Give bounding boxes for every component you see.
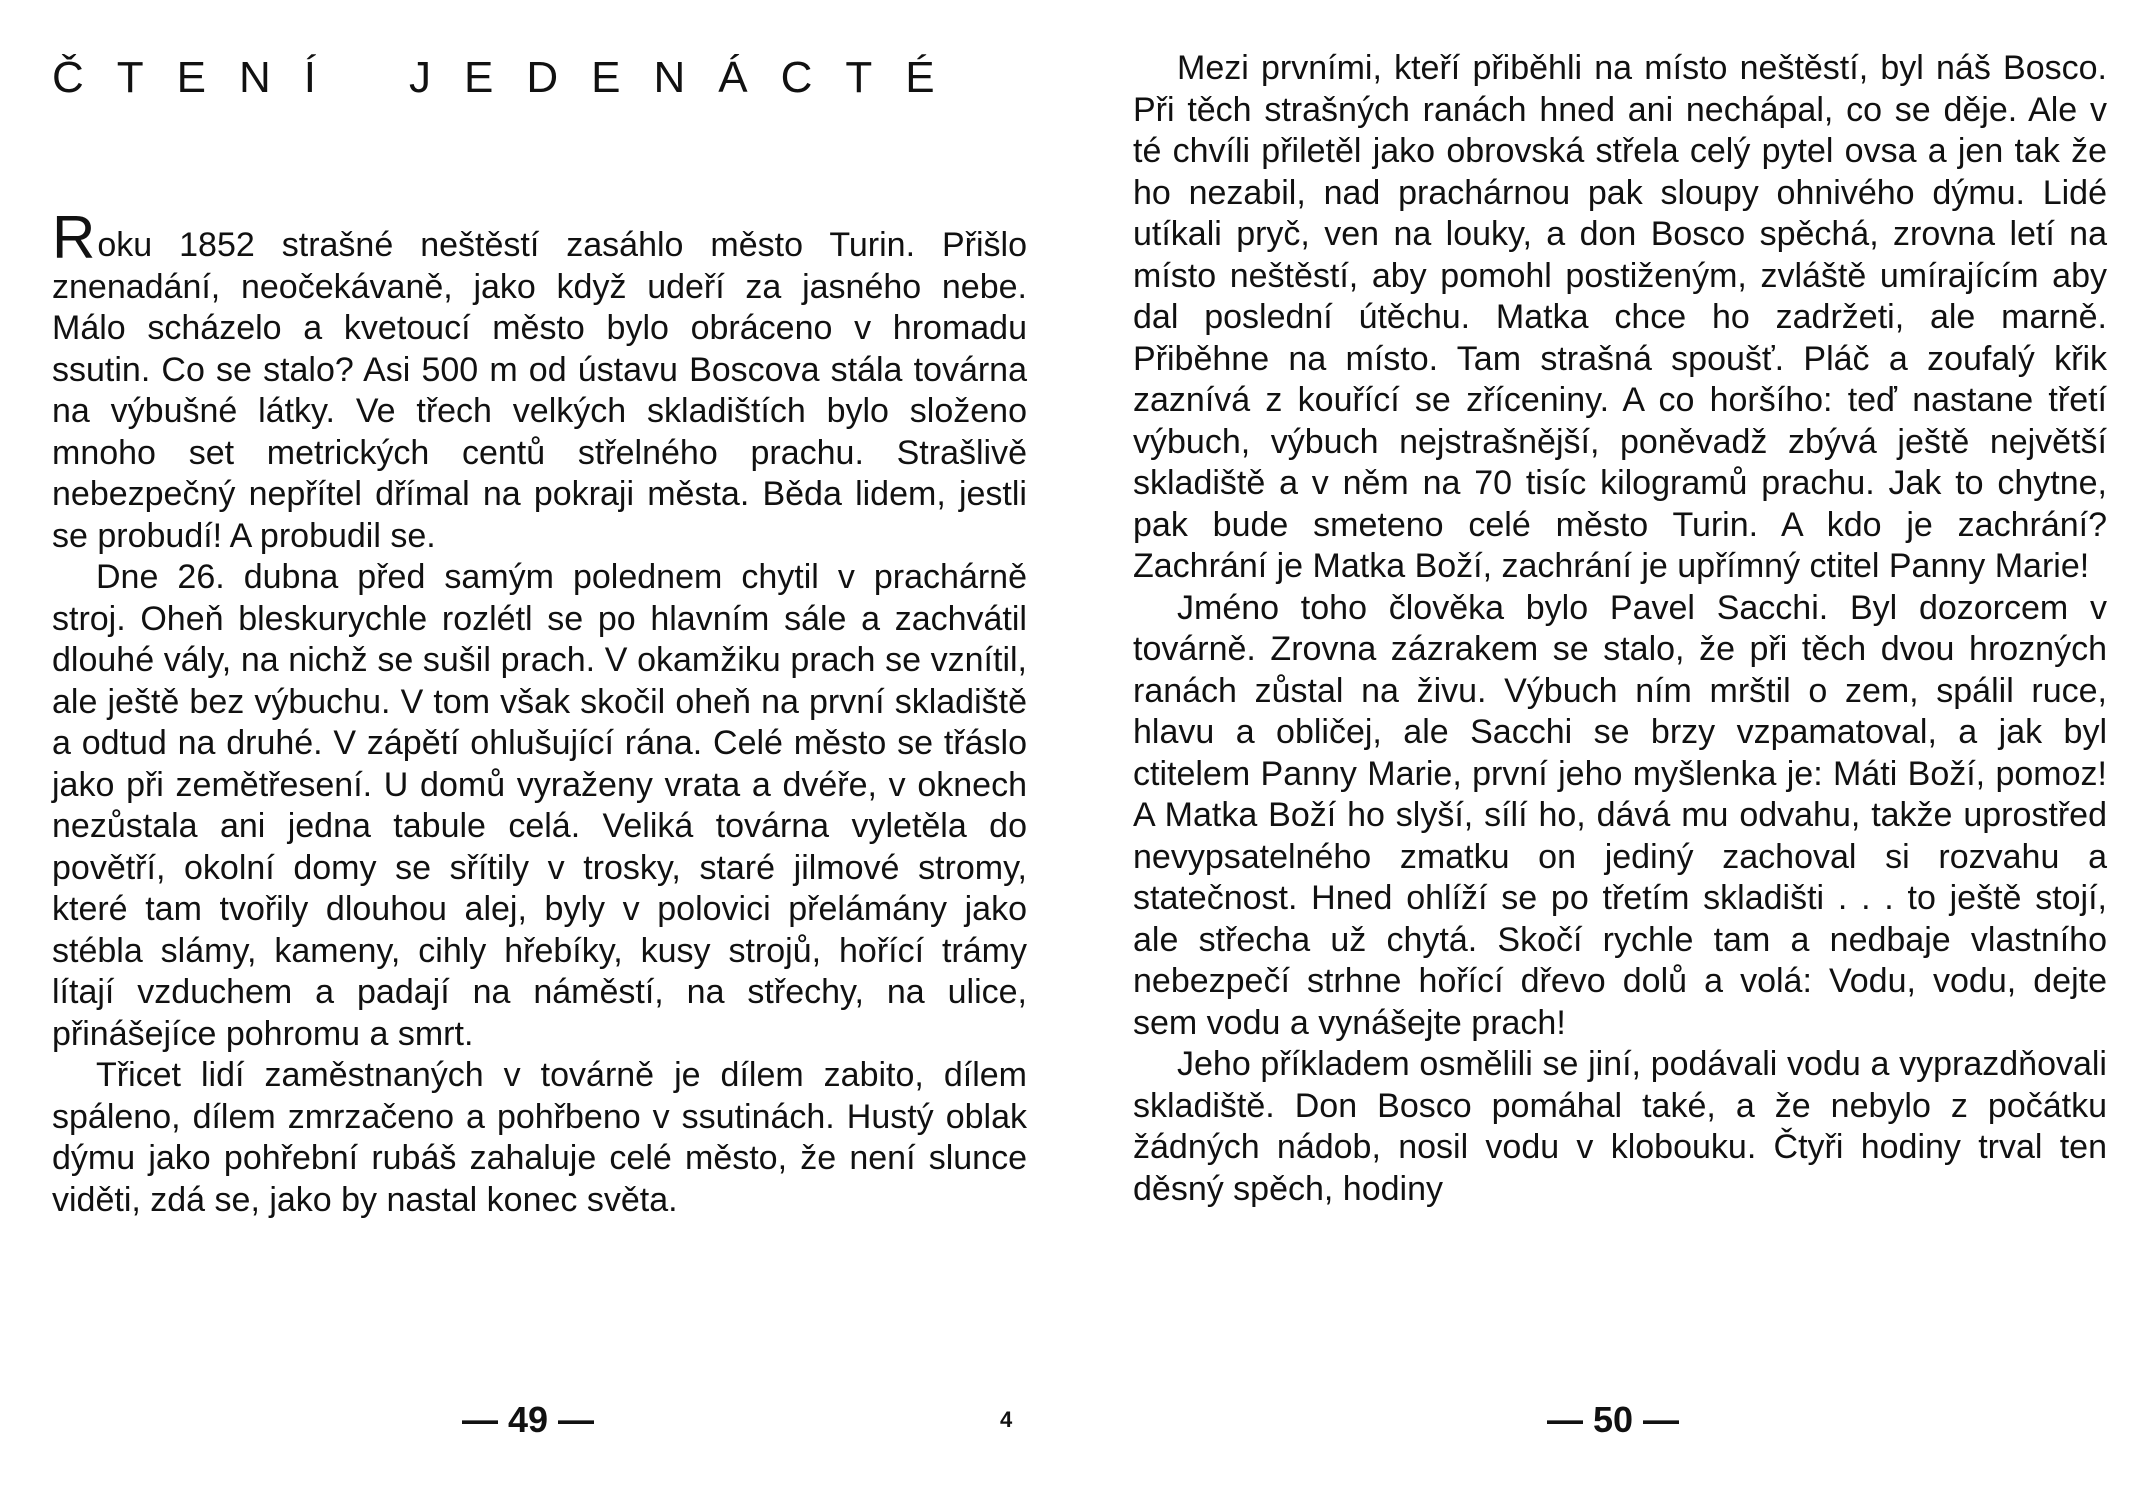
paragraph: Mezi prvními, kteří přiběhli na místo neštěstí, byl náš Bosco. Při těch strašných ranách hned ani nechápal, co se děje. Ale v té chvíli přiletěl jako obrovská střela celý pytel ovsa a jen tak že ho nezabil, nad prachárnou pak sloupy ohnivého dýmu. Lidé utíkali pryč, ven na louky, a don Bosco spěchá, zrovna letí na místo neštěstí, aby pomohl postiženým, zvláště umírajícím aby dal poslední útěchu. Matka chce ho zadržeti, ale marně. Přiběhne na místo. Tam strašná spoušť. Pláč a zoufalý křik zaznívá z kouřící se zříceniny. A co horšího: teď nastane třetí výbuch, výbuch nejstrašnější, poněvadž zbývá ještě největší skladiště a v něm na 70 tisíc kilogramů prachu. Jak to chytne, pak bude smeteno celé město Turin. A kdo je zachrání? Zachrání je Matka Boží, zachrání je upřímný ctitel Panny Marie!	[1133, 49, 2107, 585]
page-number: — 50 —	[1547, 1399, 1680, 1440]
heading-word-chapter: ČTENÍ	[52, 53, 349, 102]
paragraph: Dne 26. dubna před samým polednem chytil v prachárně stroj. Oheň bleskurychle rozlétl se po hlavním sále a zachvátil dlouhé vály, na nichž se sušil prach. V okamžiku prach se vznítil, ale ještě bez výbuchu. V tom však skočil oheň na první skladiště a odtud na druhé. V zápětí ohlušující rána. Celé město se třáslo jako při zemětřesení. U domů vyraženy vrata a dvéře, v oknech nezůstala ani jedna tabule celá. Veliká továrna vyletěla do povětří, okolní domy se sřítily v trosky, staré jilmové stromy, které tam tvořily dlouhou alej, byly v polovici přelámány jako stébla slámy, kameny, cihly hřebíky, kusy strojů, hořící trámy lítají vzduchem a padají na náměstí, na střechy, na ulice, přinášejíce pohromu a smrt.	[52, 558, 1027, 1053]
paragraph	[52, 204, 1027, 557]
signature-mark: 4	[1000, 1407, 1013, 1432]
paragraph-text: oku 1852 strašné neštěstí zasáhlo město Turin. Přišlo znenadání, neočekávaně, jako když udeří za jasného nebe. Málo scházelo a kvetoucí město bylo obráceno v hromadu ssutin. Co se stalo? Asi 500 m od ústavu Boscova stála továrna na výbušné látky. Ve třech velkých skladištích bylo složeno mnoho set metrických centů střelného prachu. Strašlivě nebezpečný nepřítel dřímal na pokraji města. Běda lidem, jestli se probudí! A probudil se.	[52, 226, 1027, 555]
paragraph: Jméno toho člověka bylo Pavel Sacchi. Byl dozorcem v továrně. Zrovna zázrakem se stalo, že při těch dvou hrozných ranách zůstal na živu. Výbuch ním mrštil o zem, spálil ruce, hlavu a obličej, ale Sacchi se brzy vzpamatoval, a jak byl ctitelem Panny Marie, první jeho myšlenka je: Máti Boží, pomoz! A Matka Boží ho slyší, sílí ho, dává mu odvahu, takže uprostřed nevypsatelného zmatku on jediný zachoval si rozvahu a statečnost. Hned ohlíží se po třetím skladišti . . . to ještě stojí, ale střecha už chytá. Skočí rychle tam a nedbaje vlastního nebezpečí strhne hořící dřevo dolů a volá: Vodu, vodu, dejte sem vodu a vynášejte prach!	[1133, 588, 2107, 1042]
heading-word-number: JEDENÁCTÉ	[409, 53, 968, 102]
left-text-column	[52, 204, 1027, 1221]
right-page	[1069, 0, 2138, 1500]
drop-cap: R	[52, 204, 96, 271]
paragraph: Třicet lidí zaměstnaných v továrně je dílem zabito, dílem spáleno, dílem zmrzačeno a pohřbeno v ssutinách. Hustý oblak dýmu jako pohřební rubáš zahaluje celé město, že není slunce viděti, zdá se, jako by nastal konec světa.	[52, 1056, 1027, 1219]
right-text-column	[1133, 48, 2107, 1210]
chapter-heading	[52, 48, 1027, 108]
page-number: — 49 —	[462, 1399, 595, 1440]
paragraph: Jeho příkladem osmělili se jiní, podávali vodu a vyprazdňovali skladiště. Don Bosco pomáhal také, a že nebylo z počátku žádných nádob, nosil vodu v klobouku. Čtyři hodiny trval ten děsný spěch, hodiny	[1133, 1045, 2107, 1208]
